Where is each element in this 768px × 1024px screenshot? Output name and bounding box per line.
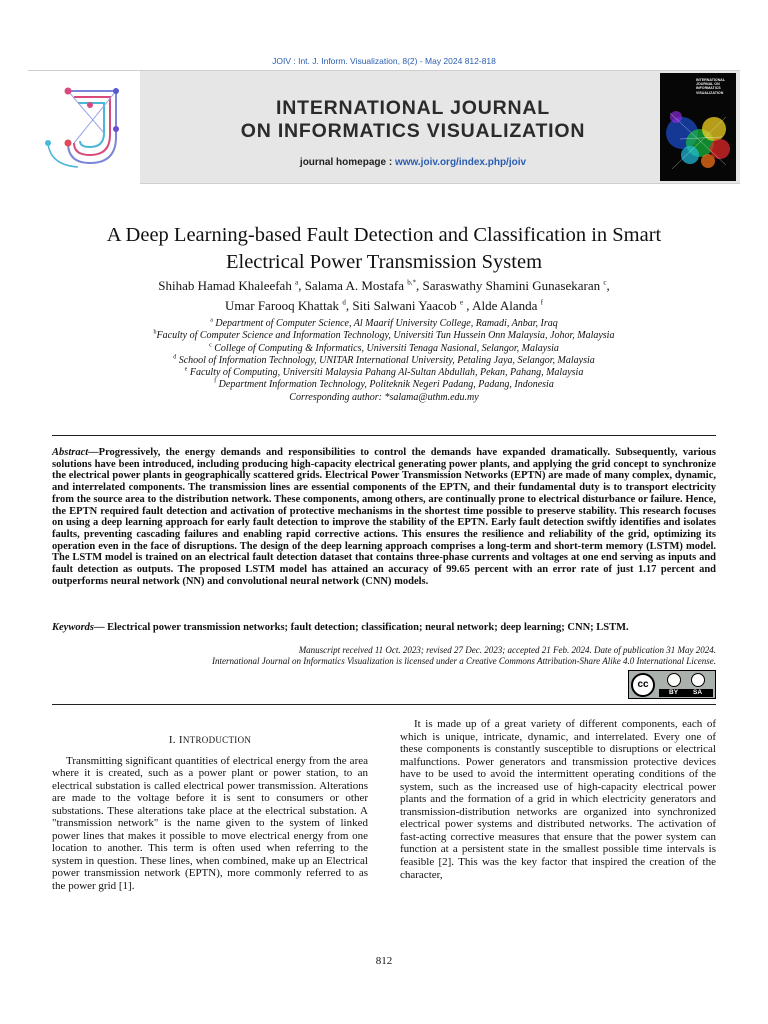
affil-mark: a (210, 317, 213, 324)
journal-citation: JOIV : Int. J. Inform. Visualization, 8(2) - May 2024 812-818 (272, 56, 496, 66)
body-top-divider (52, 704, 716, 705)
author-name: Alde Alanda (472, 297, 538, 313)
keywords (52, 622, 716, 634)
journal-logo (28, 71, 140, 185)
cc-license-badge[interactable] (628, 670, 716, 699)
affil-text: Faculty of Computer Science and Information Technology, Universiti Tun Hussein Onn Malaysia, Johor, Malaysia (156, 330, 615, 342)
intro-paragraph: Transmitting significant quantities of electrical energy from the area where it is created, such as a power plant or power station, to an electrical substation is called electrical power transmission. Alterations are made to the voltage before it is sent to consumers or other substations. These alterations take place at the electrical substation. A "transmission network" is the name given to the system of linked power lines that makes it possible to move electrical energy from one location to another. This term is often used when referring to the system in question. These lines, when combined, make up an Electrical power transmission network (EPTN), more commonly referred to as the power grid [1]. (52, 754, 368, 893)
abstract (52, 447, 716, 587)
joiv-logo-icon (38, 85, 130, 171)
right-column (400, 718, 716, 881)
manuscript-dates: Manuscript received 11 Oct. 2023; revised 27 Dec. 2023; accepted 21 Feb. 2024. Date of publication 31 May 2024. (298, 645, 716, 655)
cover-title: INTERNATIONAL JOURNAL ON INFORMATICS VISUALIZATION (696, 78, 726, 95)
author-name: Umar Farooq Khattak (224, 297, 340, 313)
journal-banner (28, 70, 740, 184)
section-title-rest: NTRODUCTION (182, 735, 252, 745)
author-affil-mark: d (342, 298, 346, 307)
author-affil-mark: a (295, 278, 299, 287)
author-name: Shihab Hamad Khaleefah (158, 278, 292, 293)
affil-mark: f (214, 379, 217, 386)
cc-badge-strip (659, 689, 713, 697)
journal-name-line2: ON INFORMATICS VISUALIZATION (240, 120, 586, 142)
author-name: Saraswathy Shamini Gunasekaran (422, 278, 601, 293)
attribution-icon (667, 673, 681, 687)
homepage-label: journal homepage : (299, 157, 393, 168)
author-affil-mark: c (603, 278, 607, 287)
affiliation-item (60, 318, 708, 330)
section-heading (52, 734, 368, 747)
affiliation-list (60, 318, 708, 404)
author-affil-mark: f (540, 298, 544, 307)
author-name: Salama A. Mostafa (304, 278, 404, 293)
license-statement: International Journal on Informatics Visualization is licensed under a Creative Commons Attribution-Share Alike 4.0 International License. (211, 656, 716, 666)
journal-homepage (168, 157, 658, 168)
cc-by-label: BY (669, 689, 679, 696)
affil-mark: b (153, 329, 157, 336)
affil-mark: d (173, 354, 177, 361)
abstract-label: Abstract (52, 447, 89, 458)
section-number: I. (168, 734, 176, 746)
paper-title-line2: Electrical Power Transmission System (225, 251, 543, 273)
keywords-label: Keywords (52, 622, 94, 633)
affiliation-item (60, 367, 708, 379)
affil-text: College of Computing & Informatics, Universiti Tenaga Nasional, Selangor, Malaysia (214, 342, 559, 354)
homepage-link[interactable]: www.joiv.org/index.php/joiv (394, 157, 527, 168)
cc-sa-label: SA (693, 689, 703, 696)
page-number: 812 (375, 955, 393, 967)
corresponding-author: Corresponding author: *salama@uthm.edu.my (289, 391, 479, 403)
abstract-text: —Progressively, the energy demands and responsibilities to control the demands have expanded dramatically. Subsequently, various solutions have been introduced, including producing high-capacity electrical generating power plants, and applying the grid concept to synchronize the electrical power plants in geographically scattered grids. Electrical Power Transmission Networks (EPTN) are made of many complex, dynamic, and interrelated components. The transmission lines are essential components of the EPTN, and their fundamental duty is to transport electricity from the source area to the distribution network. These components, among others, are continually prone to electrical disturbance or failure. Hence, the EPTN required fault detection and activation of protective mechanisms in the shortest time possible to preserve stability. This research focuses on using a deep learning approach for early fault detection to improve the stability of the EPTN. Early fault detection swiftly identifies and isolates faults, preventing cascading failures and enabling rapid corrective actions. This ensures the resilience and reliability of the grid, optimizing its operation even in the face of disruptions. The design of the deep learning approach comprises a long-term and short-term memory (LSTM) model. The LSTM model is trained on an electrical fault detection dataset that contains three-phase currents and voltages at one end serving as inputs and fault detection as outputs. The proposed LSTM model has attained an accuracy of 99.65 percent with an error rate of just 1.17 percent and outperforms neural network (NN) and convolutional neural network (CNN) models. (52, 447, 716, 587)
affiliation-item (60, 355, 708, 367)
affil-text: School of Information Technology, UNITAR International University, Petaling Jaya, Selangor, Malaysia (178, 354, 595, 366)
affiliation-item (60, 379, 708, 391)
paper-title-line1: A Deep Learning-based Fault Detection and Classification in Smart (106, 224, 662, 246)
affil-mark: c (209, 342, 212, 349)
affiliation-item (60, 343, 708, 355)
body-paragraph: It is made up of a great variety of different components, each of which is unique, intricate, dynamic, and interrelated. Every one of these components is constantly susceptible to disruptions or electrical malfunctions. Power generators and transmission protective devices have to be used to avoid the intermittent operating conditions of the system, such as the increased use of high-capacity electrical power plants and the formation of a grid in which electricity generators and transmission-distribution networks are organized into synchronized electrical power systems and distributed networks. The activation of fast-acting corrective measures that ensure that the power system can function at a persistent state in the smallest possible time intervals is feasible [2]. This was the key factor that inspired the creation of the character, (400, 718, 716, 881)
affil-text: Faculty of Computing, Universiti Malaysia Pahang Al-Sultan Abdullah, Pekan, Pahang, Malaysia (189, 367, 584, 379)
author-list (60, 276, 708, 315)
section-title-first: I (178, 734, 183, 746)
author-affil-mark: e (459, 298, 464, 307)
author-line-1: Shihab Hamad Khaleefah $^a$, Salama A. Mostafa $^{b,*}$, Saraswathy Shamini Gunasekaran $^c$, (158, 278, 610, 293)
journal-name-line1: INTERNATIONAL JOURNAL (276, 97, 550, 119)
affil-text: Department Information Technology, Politeknik Negeri Padang, Padang, Indonesia (218, 379, 554, 391)
manuscript-info (52, 645, 716, 667)
affil-text: Department of Computer Science, Al Maarif University College, Ramadi, Anbar, Iraq (215, 318, 558, 329)
journal-name (168, 97, 658, 143)
author-line-2: Umar Farooq Khattak $^d$, Siti Salwani Yaacob $^e$ , Alde Alanda $^f$ (224, 297, 544, 313)
author-affil-mark: b,* (407, 278, 416, 287)
affil-mark: e (184, 366, 188, 373)
cc-icon: cc (631, 673, 655, 697)
paper-title (40, 222, 728, 276)
journal-cover-image (660, 73, 736, 181)
affiliation-item (60, 330, 708, 342)
left-column (52, 718, 368, 893)
abstract-top-divider (52, 435, 716, 436)
share-alike-icon (691, 673, 705, 687)
author-name: Siti Salwani Yaacob (352, 297, 457, 313)
keywords-text: — Electrical power transmission networks; fault detection; classification; neural network; deep learning; CNN; LSTM. (94, 622, 629, 633)
